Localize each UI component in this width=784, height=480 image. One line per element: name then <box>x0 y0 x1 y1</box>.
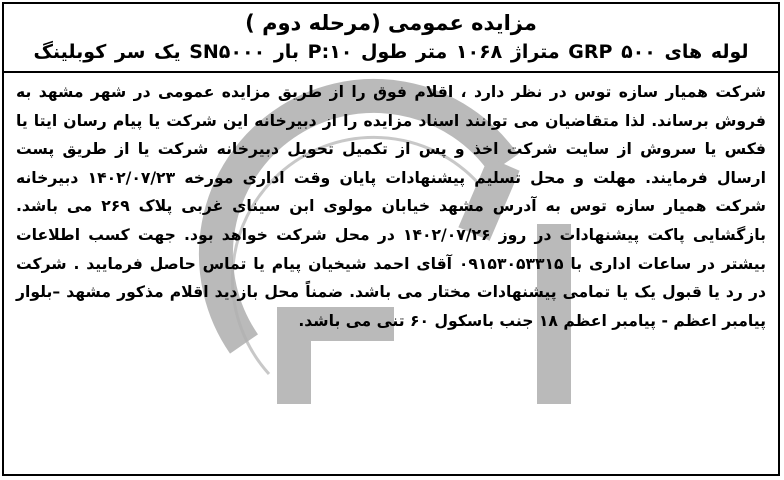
notice-subtitle: لوله های ۵۰۰ GRP متراژ ۱۰۶۸ متر طول ۱۰:P بار SN۵۰۰۰ یک سر کوبلینگ <box>33 41 749 63</box>
notice-title: مزایده عمومی (مرحله دوم ) <box>245 11 537 35</box>
notice-header <box>4 8 778 66</box>
notice-body: شرکت همیار سازه توس در نظر دارد ، اقلام فوق را از طریق مزایده عمومی در شهر مشهد به فروش برساند. لذا متقاضیان می توانند اسناد مزایده را از دبیرخانه این شرکت یا پیام رسان ایتا یا فکس یا سروش از سایت شرکت اخذ و پس از تکمیل تحویل دبیرخانه شرکت یا از طریق پست ارسال فرمایند. مهلت و محل تسلیم پیشنهادات پایان وقت اداری مورخه ۱۴۰۲/۰۷/۲۳ دبیرخانه شرکت همیار سازه توس به آدرس مشهد خیابان مولوی ابن سینای غربی پلاک ۲۶۹ می باشد. بازگشایی پاکت پیشنهادات در روز ۱۴۰۲/۰۷/۲۶ در محل شرکت خواهد بود. جهت کسب اطلاعات بیشتر در ساعات اداری با ۰۹۱۵۳۰۵۳۳۱۵ آقای احمد شیخیان پیام یا تماس حاصل فرمایید . شرکت در رد یا قبول یک یا تمامی پیشنهادات مختار می باشد. ضمناً محل بازدید اقلام مذکور مشهد –بلوار پیامبر اعظم - پیامبر اعظم ۱۸ جنب باسکول ۶۰ تنی می باشد. <box>16 83 767 330</box>
auction-notice <box>2 2 780 476</box>
